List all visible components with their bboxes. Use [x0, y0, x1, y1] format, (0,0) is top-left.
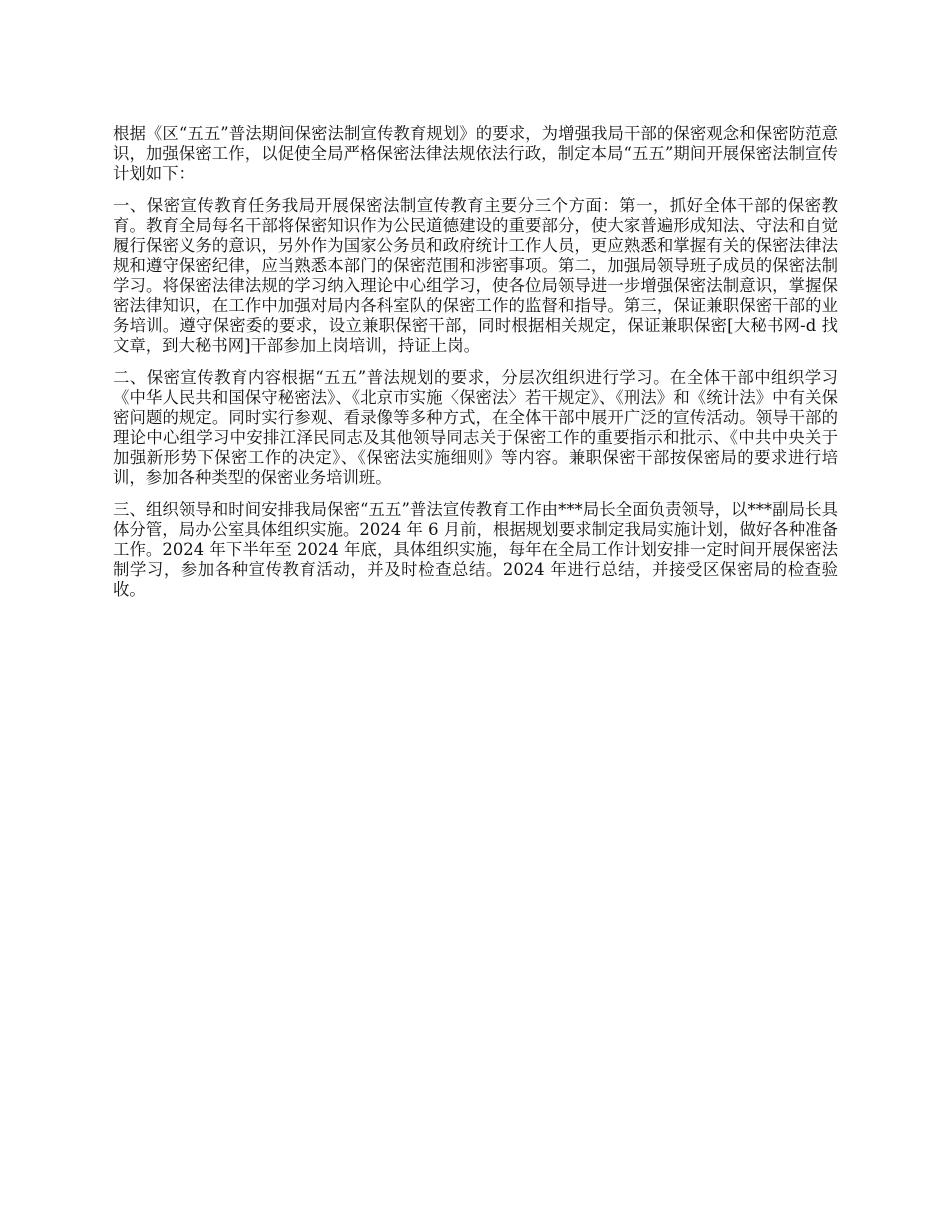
- document-body: [113, 124, 838, 612]
- paragraph-intro: 根据《区“五五”普法期间保密法制宣传教育规划》的要求，为增强我局干部的保密观念和保密防范意识，加强保密工作，以促使全局严格保密法律法规依法行政，制定本局“五五”期间开展保密法制宣传计划如下：: [113, 124, 838, 183]
- paragraph-section-2: 二、保密宣传教育内容根据“五五”普法规划的要求，分层次组织进行学习。在全体干部中组织学习《中华人民共和国保守秘密法》、《北京市实施〈保密法〉若干规定》、《刑法》和《统计法》中有关保密问题的规定。同时实行参观、看录像等多种方式，在全体干部中展开广泛的宣传活动。领导干部的理论中心组学习中安排江泽民同志及其他领导同志关于保密工作的重要指示和批示、《中共中央关于加强新形势下保密工作的决定》、《保密法实施细则》等内容。兼职保密干部按保密局的要求进行培训，参加各种类型的保密业务培训班。: [113, 368, 838, 487]
- paragraph-section-1: 一、保密宣传教育任务我局开展保密法制宣传教育主要分三个方面：第一，抓好全体干部的保密教育。教育全局每名干部将保密知识作为公民道德建设的重要部分，使大家普遍形成知法、守法和自觉履行保密义务的意识，另外作为国家公务员和政府统计工作人员，更应熟悉和掌握有关的保密法律法规和遵守保密纪律，应当熟悉本部门的保密范围和涉密事项。第二，加强局领导班子成员的保密法制学习。将保密法律法规的学习纳入理论中心组学习，使各位局领导进一步增强保密法制意识，掌握保密法律知识，在工作中加强对局内各科室队的保密工作的监督和指导。第三，保证兼职保密干部的业务培训。遵守保密委的要求，设立兼职保密干部，同时根据相关规定，保证兼职保密[大秘书网-d 找文章，到大秘书网]干部参加上岗培训，持证上岗。: [113, 196, 838, 355]
- paragraph-section-3: 三、组织领导和时间安排我局保密“五五”普法宣传教育工作由***局长全面负责领导，以***副局长具体分管，局办公室具体组织实施。2024 年 6 月前，根据规划要求制定我局实施计划，做好各种准备工作。2024 年下半年至 2024 年底，具体组织实施，每年在全局工作计划安排一定时间开展保密法制学习，参加各种宣传教育活动，并及时检查总结。2024 年进行总结，并接受区保密局的检查验收。: [113, 500, 838, 599]
